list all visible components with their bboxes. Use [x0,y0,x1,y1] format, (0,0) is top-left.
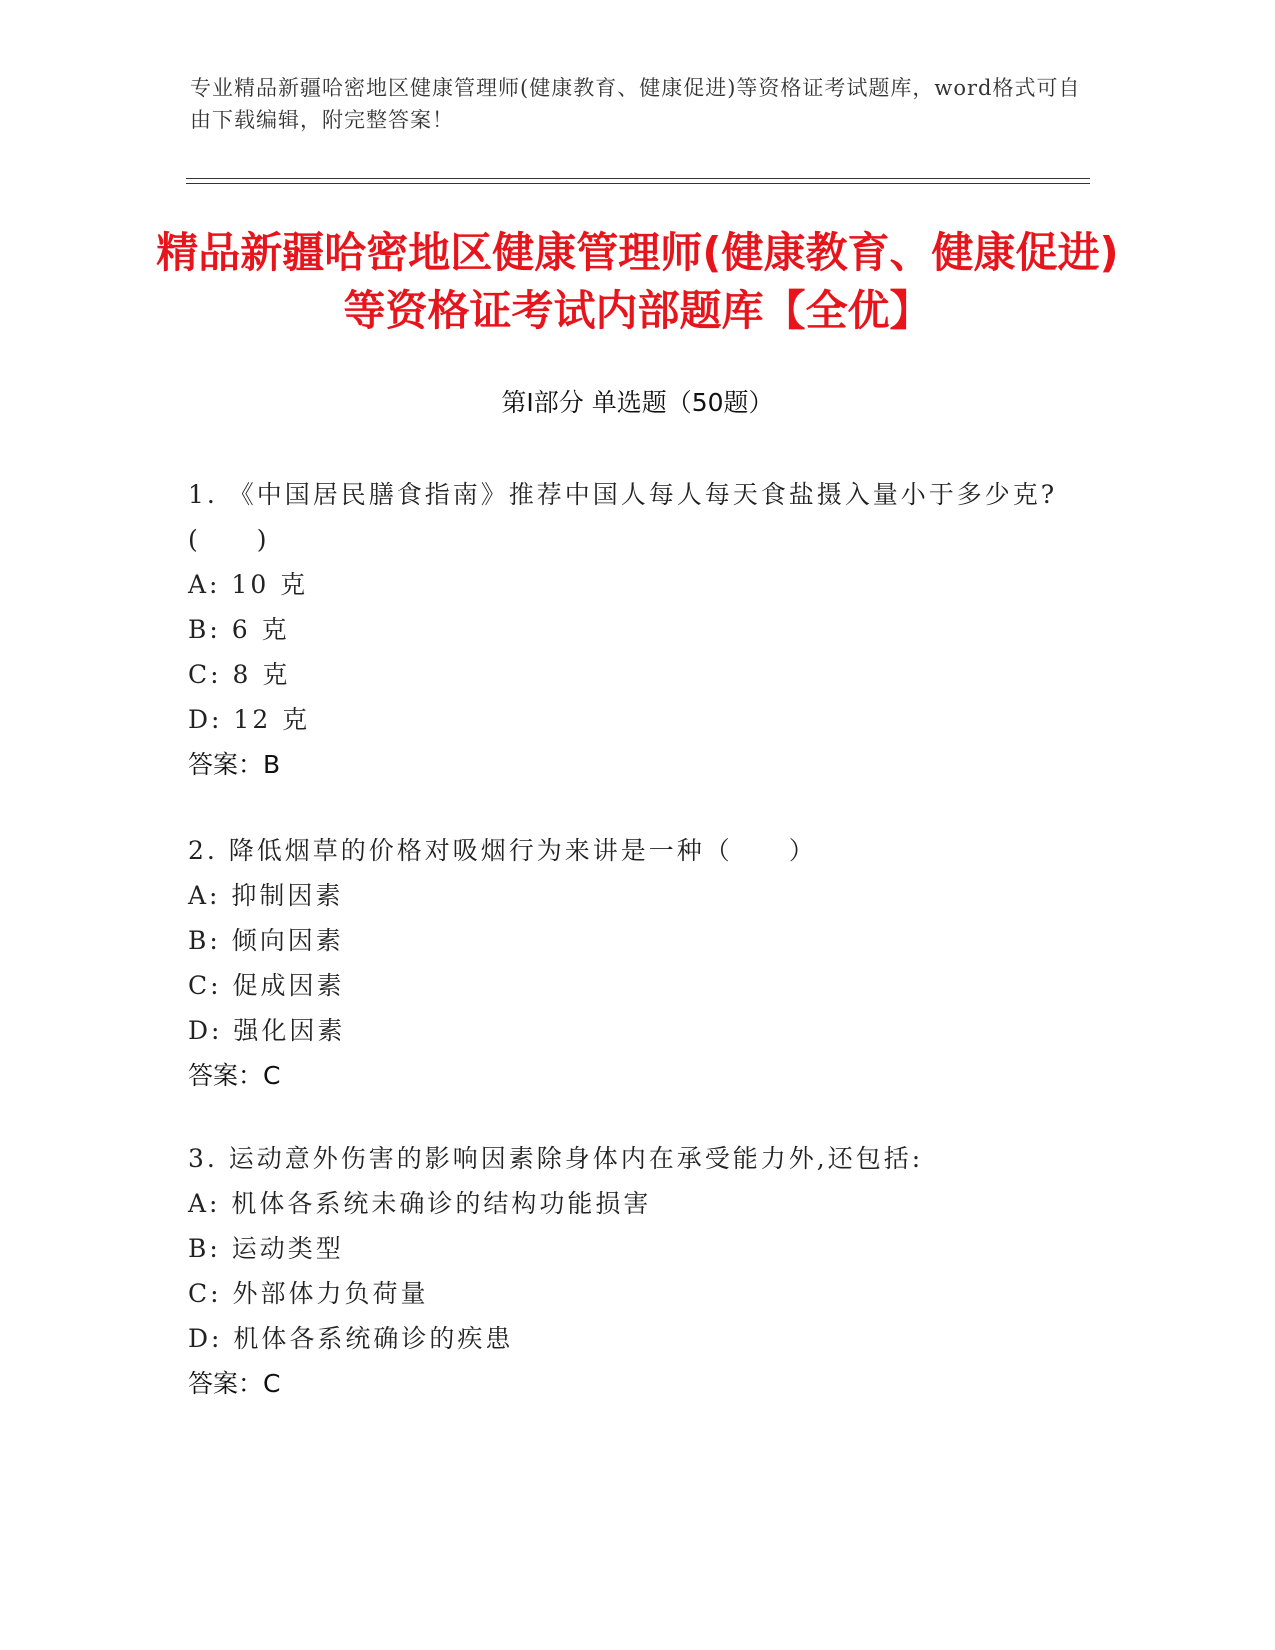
question-3 [188,1136,1088,1406]
option-a: A: 抑制因素 [188,881,344,910]
header-note: 专业精品新疆哈密地区健康管理师(健康教育、健康促进)等资格证考试题库，word格式可自由下载编辑，附完整答案！ [190,76,1081,132]
question-2 [188,828,1088,1098]
header-divider-thick [186,178,1090,179]
option-b: B: 倾向因素 [188,926,344,955]
option-d: D: 强化因素 [188,1016,346,1045]
question-stem: 2. 降低烟草的价格对吸烟行为来讲是一种（ ） [188,836,817,865]
option-d: D: 12 克 [188,705,311,734]
option-b: B: 运动类型 [188,1234,344,1263]
option-d: D: 机体各系统确诊的疾患 [188,1324,514,1353]
option-b: B: 6 克 [188,615,290,644]
option-c: C: 促成因素 [188,971,345,1000]
header-divider-thin [186,183,1090,184]
option-a: A: 10 克 [188,570,309,599]
option-c: C: 外部体力负荷量 [188,1279,429,1308]
section-heading: 第Ⅰ部分 单选题（50题） [501,388,774,417]
question-stem: 3. 运动意外伤害的影响因素除身体内在承受能力外,还包括: [188,1144,924,1173]
question-stem: 1. 《中国居民膳食指南》推荐中国人每人每天食盐摄入量小于多少克?( ) [188,480,1058,554]
answer: 答案：C [188,1061,281,1090]
option-a: A: 机体各系统未确诊的结构功能损害 [188,1189,652,1218]
answer: 答案：C [188,1369,281,1398]
option-c: C: 8 克 [188,660,291,689]
document-title: 精品新疆哈密地区健康管理师(健康教育、健康促进)等资格证考试内部题库【全优】 [156,228,1119,335]
answer: 答案：B [188,750,281,779]
question-1 [188,472,1088,787]
